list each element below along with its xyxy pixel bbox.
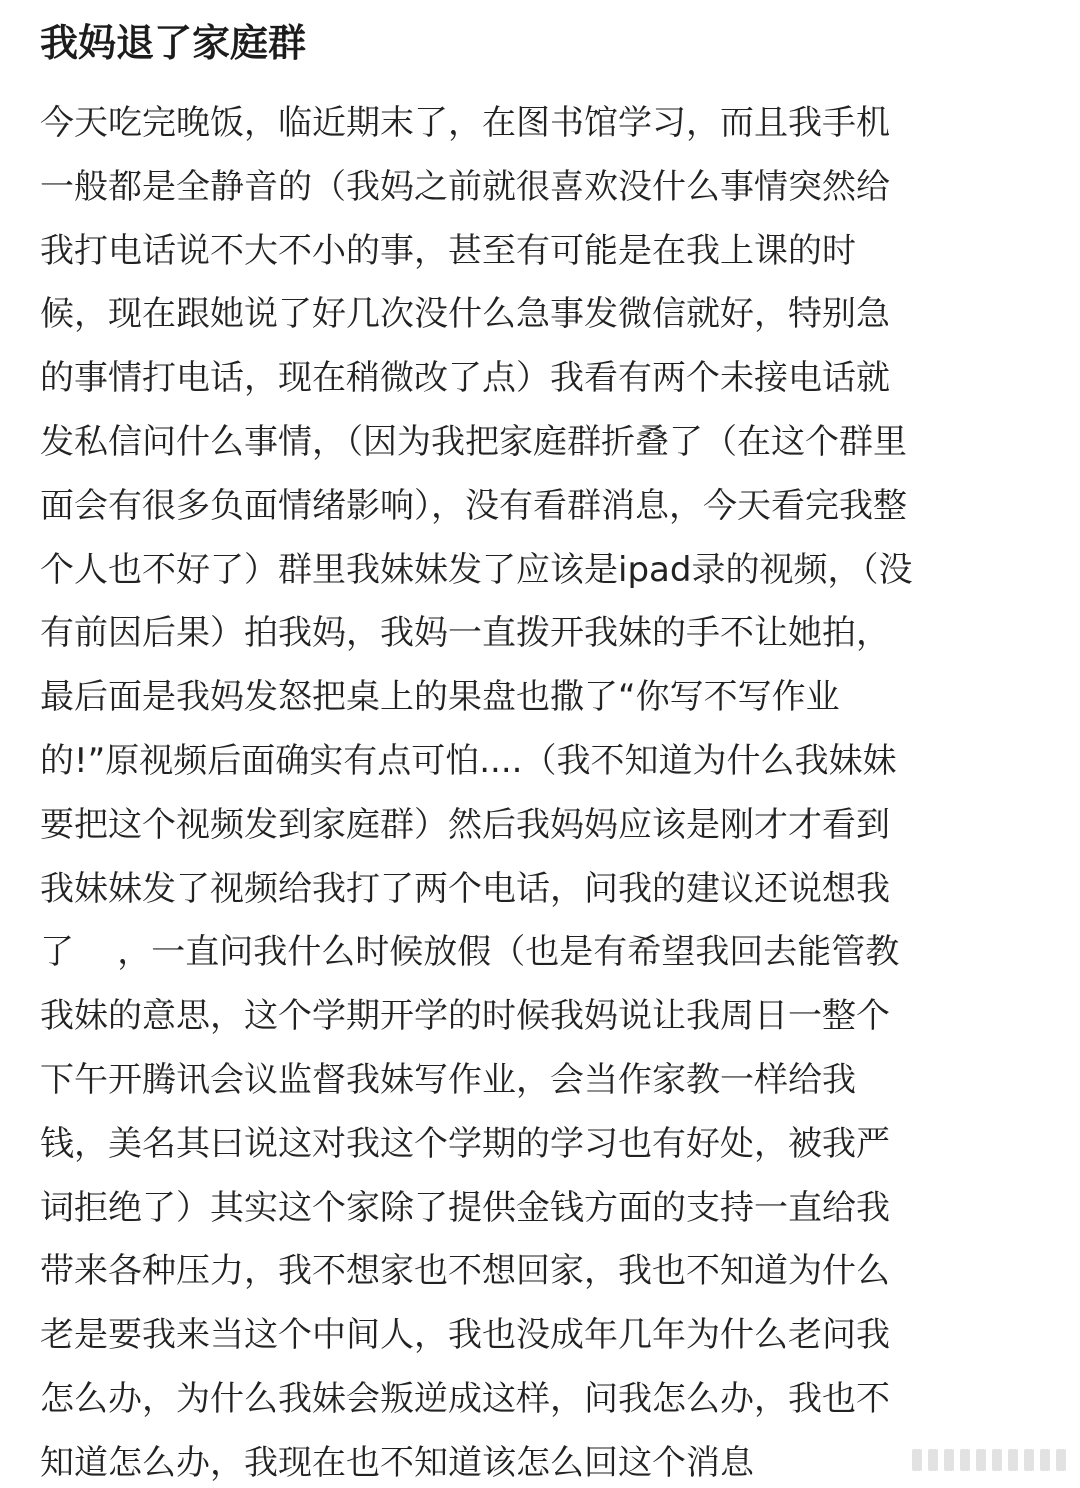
watermark-mark xyxy=(976,1449,986,1471)
text-line: 词拒绝了）其实这个家除了提供金钱方面的支持一直给我 xyxy=(40,1187,890,1228)
text-line: 了 ，一直问我什么时候放假（也是有希望我回去能管教 xyxy=(40,932,900,973)
text-line: 知道怎么办，我现在也不知道该怎么回这个消息 xyxy=(40,1442,754,1483)
text-line: 发私信问什么事情，（因为我把家庭群折叠了（在这个群里 xyxy=(40,421,907,462)
text-line: 老是要我来当这个中间人，我也没成年几年为什么老问我 xyxy=(40,1315,890,1356)
watermark-mark xyxy=(1056,1449,1066,1471)
post-title: 我妈退了家庭群 xyxy=(40,21,307,65)
post-body xyxy=(40,92,1070,1488)
watermark-mark xyxy=(1008,1449,1018,1471)
watermark-mark xyxy=(1024,1449,1034,1471)
watermark-mark xyxy=(992,1449,1002,1471)
text-line: 怎么办，为什么我妹会叛逆成这样，问我怎么办，我也不 xyxy=(40,1378,890,1419)
text-line: 今天吃完晚饭，临近期末了，在图书馆学习，而且我手机 xyxy=(40,103,890,143)
watermark xyxy=(848,1440,1080,1480)
text-line: 我妹妹发了视频给我打了两个电话，问我的建议还说想我 xyxy=(40,868,890,909)
watermark-mark xyxy=(944,1449,954,1471)
text-line: 的!”原视频后面确实有点可怕....（我不知道为什么我妹妹 xyxy=(40,740,897,781)
text-line: 一般都是全静音的（我妈之前就很喜欢没什么事情突然给 xyxy=(40,166,890,207)
text-line: 有前因后果）拍我妈，我妈一直拨开我妹的手不让她拍， xyxy=(40,613,890,654)
watermark-mark xyxy=(960,1449,970,1471)
text-line: 我妹的意思，这个学期开学的时候我妈说让我周日一整个 xyxy=(40,996,890,1037)
text-line: 我打电话说不大不小的事，甚至有可能是在我上课的时 xyxy=(40,230,856,271)
watermark-mark xyxy=(912,1449,922,1471)
text-line: 最后面是我妈发怒把桌上的果盘也撒了“你写不写作业 xyxy=(40,677,840,718)
text-line: 面会有很多负面情绪影响），没有看群消息，今天看完我整 xyxy=(40,485,907,526)
text-line: 下午开腾讯会议监督我妹写作业，会当作家教一样给我 xyxy=(40,1059,856,1100)
text-line: 钱，美名其曰说这对我这个学期的学习也有好处，被我严 xyxy=(40,1123,890,1164)
watermark-mark xyxy=(1040,1449,1050,1471)
text-line: 候，现在跟她说了好几次没什么急事发微信就好，特别急 xyxy=(40,294,890,335)
watermark-mark xyxy=(928,1449,938,1471)
text-line: 带来各种压力，我不想家也不想回家，我也不知道为什么 xyxy=(40,1251,890,1292)
text-line: 要把这个视频发到家庭群）然后我妈妈应该是刚才才看到 xyxy=(40,804,890,845)
text-line: 的事情打电话，现在稍微改了点）我看有两个未接电话就 xyxy=(40,358,890,399)
text-line: 个人也不好了）群里我妹妹发了应该是ipad录的视频，（没 xyxy=(40,549,913,590)
